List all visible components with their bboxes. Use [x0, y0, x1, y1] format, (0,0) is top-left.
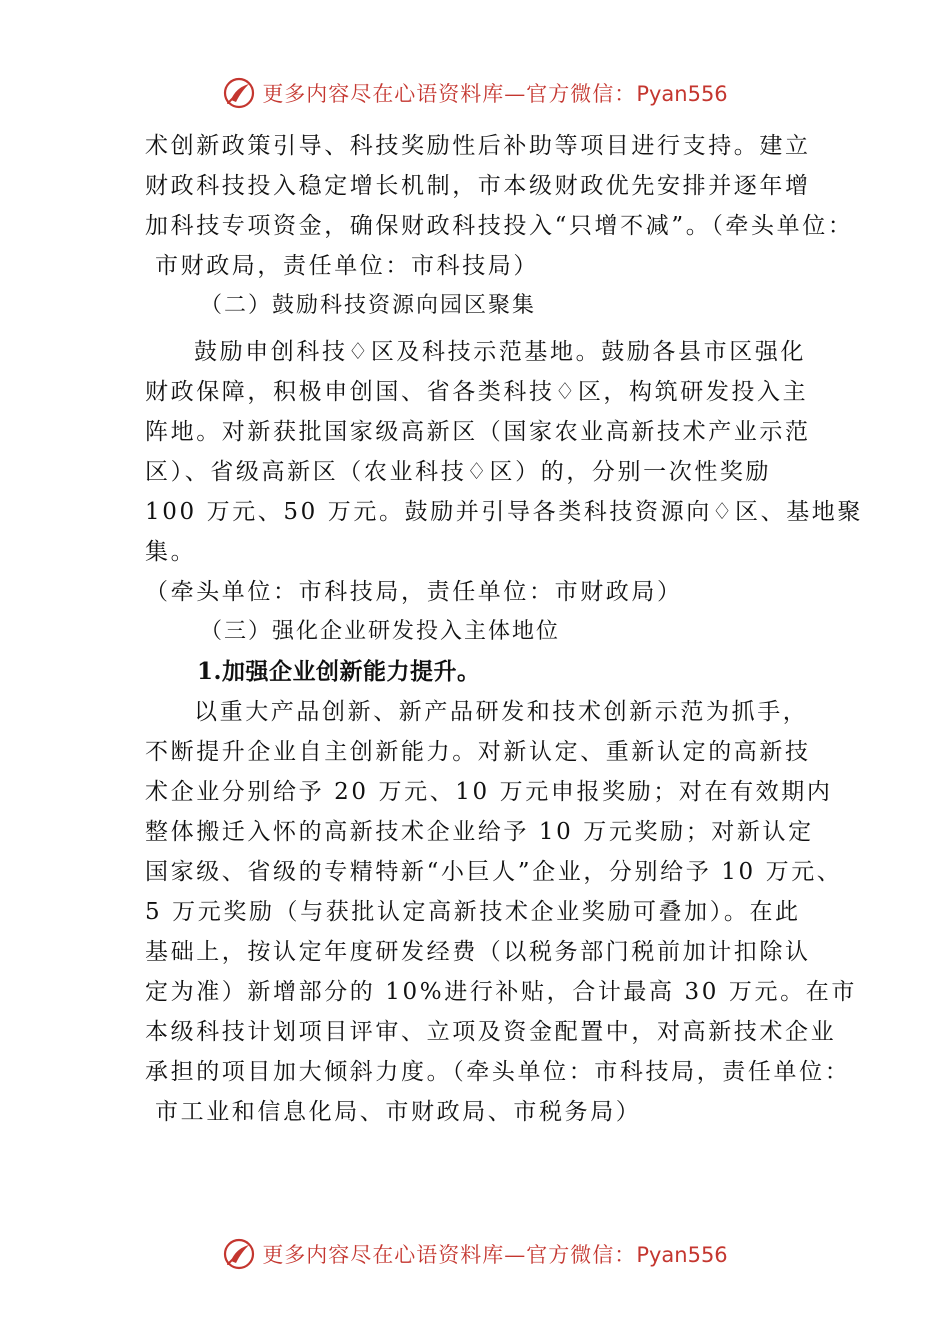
paragraph-line: 阵地。对新获批国家级高新区（国家农业高新技术产业示范 — [145, 419, 811, 445]
paragraph-line: 术创新政策引导、科技奖励性后补助等项目进行支持。建立 — [145, 133, 811, 159]
watermark-text: 更多内容尽在心语资料库—官方微信：Pyan556 — [262, 82, 728, 106]
section-heading-3: （三）强化企业研发投入主体地位 — [200, 619, 561, 644]
paragraph-line: 术企业分别给予 20 万元、10 万元申报奖励；对在有效期内 — [145, 779, 833, 805]
paragraph-line: 区）、省级高新区（农业科技♢区）的，分别一次性奖励 — [145, 459, 772, 485]
paragraph-line: 国家级、省级的专精特新“小巨人”企业，分别给予 10 万元、 — [145, 859, 843, 885]
watermark-text: 更多内容尽在心语资料库—官方微信：Pyan556 — [262, 1243, 728, 1267]
document-body — [145, 126, 864, 1132]
responsibility-note: 市工业和信息化局、市财政局、市税务局） — [155, 1099, 642, 1125]
responsibility-note: 市财政局，责任单位：市科技局） — [155, 253, 539, 279]
brush-logo-icon — [222, 76, 256, 110]
paragraph-line: 鼓励申创科技♢区及科技示范基地。鼓励各县市区强化 — [194, 339, 807, 365]
paragraph-line: 不断提升企业自主创新能力。对新认定、重新认定的高新技 — [145, 739, 811, 765]
paragraph-line: 整体搬迁入怀的高新技术企业给予 10 万元奖励；对新认定 — [145, 819, 814, 845]
subheading-1: 1.加强企业创新能力提升。 — [197, 658, 481, 685]
header-watermark — [0, 73, 950, 113]
paragraph-line: 本级科技计划项目评审、立项及资金配置中，对高新技术企业 — [145, 1019, 837, 1045]
paragraph-line: 以重大产品创新、新产品研发和技术创新示范为抓手， — [194, 699, 809, 725]
paragraph-line: 承担的项目加大倾斜力度。（牵头单位：市科技局，责任单位： — [145, 1059, 851, 1085]
paragraph-line: 财政保障，积极申创国、省各类科技♢区，构筑研发投入主 — [145, 379, 809, 405]
paragraph-line: 100 万元、50 万元。鼓励并引导各类科技资源向♢区、基地聚 — [145, 499, 864, 525]
section-heading-2: （二）鼓励科技资源向园区聚集 — [200, 293, 537, 318]
paragraph-line: 财政科技投入稳定增长机制，市本级财政优先安排并逐年增 — [145, 173, 811, 199]
brush-logo-icon — [222, 1237, 256, 1271]
paragraph-line: 5 万元奖励（与获批认定高新技术企业奖励可叠加）。在此 — [145, 899, 801, 925]
paragraph-line: 基础上，按认定年度研发经费（以税务部门税前加计扣除认 — [145, 939, 811, 965]
footer-watermark — [0, 1234, 950, 1274]
responsibility-note: （牵头单位：市科技局，责任单位：市财政局） — [145, 579, 683, 605]
paragraph-line: 定为准）新增部分的 10%进行补贴，合计最高 30 万元。在市 — [145, 979, 857, 1005]
paragraph-line: 加科技专项资金，确保财政科技投入“只增不减”。（牵头单位： — [145, 213, 854, 239]
paragraph-line: 集。 — [145, 539, 197, 565]
